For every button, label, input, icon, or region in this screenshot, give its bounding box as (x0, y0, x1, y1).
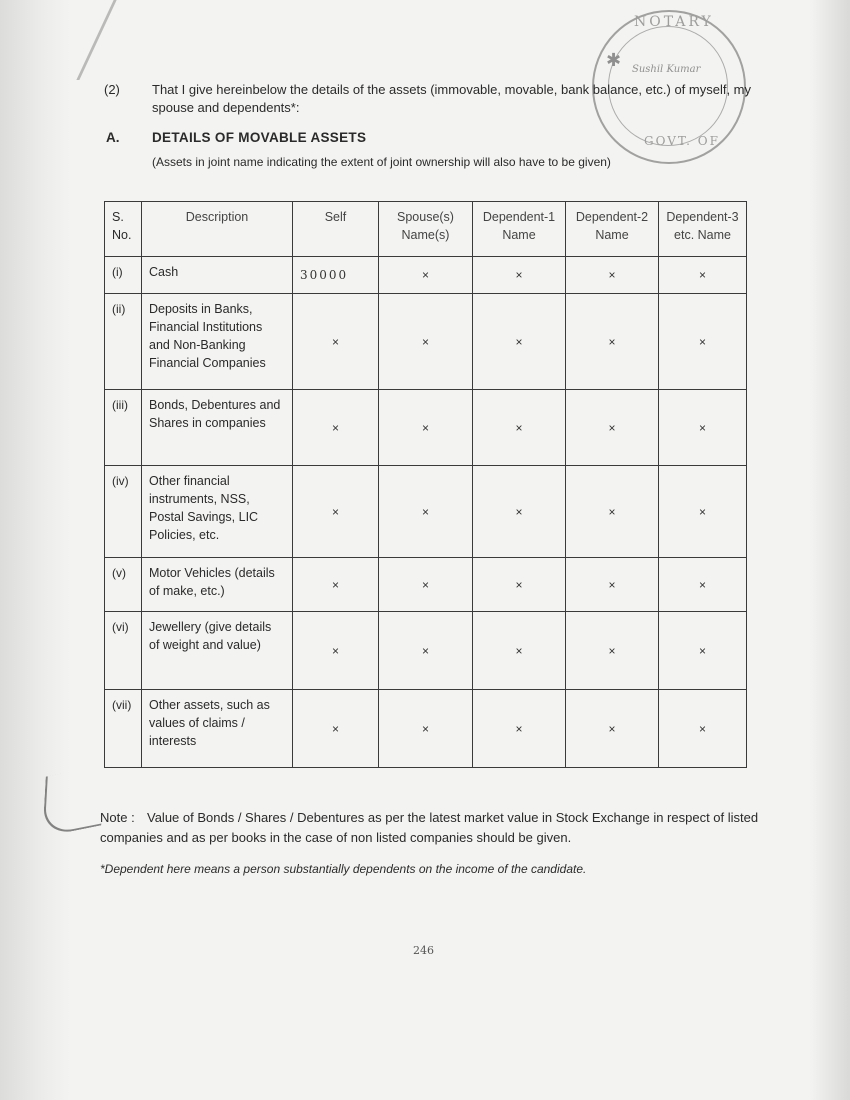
row-sno: (vi) (105, 612, 142, 690)
cell-dependent-3: × (659, 558, 747, 612)
header-dependent-1: Dependent-1 Name (473, 202, 566, 257)
row-description: Bonds, Debentures and Shares in companies (142, 390, 293, 466)
cell-dependent-2: × (566, 466, 659, 558)
cell-dependent-2: × (566, 257, 659, 294)
section-letter: A. (106, 130, 120, 145)
stamp-bottom-text: GOVT. OF (644, 134, 720, 148)
cell-self: 30000 (293, 257, 379, 294)
cell-dependent-3: × (659, 390, 747, 466)
cell-dependent-2: × (566, 558, 659, 612)
paragraph-text: That I give hereinbelow the details of the assets (immovable, movable, bank balance, etc.) of myself, my spouse and dependents*: (152, 82, 752, 115)
cell-dependent-3: × (659, 612, 747, 690)
fold-mark (76, 0, 176, 80)
row-sno: (vii) (105, 690, 142, 768)
row-description: Deposits in Banks, Financial Institutions and Non-Banking Financial Companies (142, 294, 293, 390)
cell-dependent-3: × (659, 690, 747, 768)
scan-edge-left (0, 0, 70, 1100)
cell-spouse: × (379, 294, 473, 390)
pen-mark (42, 765, 104, 837)
row-sno: (iii) (105, 390, 142, 466)
cell-spouse: × (379, 466, 473, 558)
cell-dependent-1: × (473, 558, 566, 612)
section-subtitle: (Assets in joint name indicating the extent of joint ownership will also have to be given) (152, 155, 611, 169)
row-description: Cash (142, 257, 293, 294)
cell-self: × (293, 690, 379, 768)
cell-spouse: × (379, 257, 473, 294)
cell-dependent-1: × (473, 390, 566, 466)
cell-dependent-3: × (659, 257, 747, 294)
cell-dependent-2: × (566, 690, 659, 768)
table-row (105, 690, 747, 768)
cell-self: × (293, 390, 379, 466)
cell-spouse: × (379, 558, 473, 612)
table-row (105, 390, 747, 466)
note-text: Value of Bonds / Shares / Debentures as per the latest market value in Stock Exchange in respect of listed companies and as per books in the case of non listed companies should be given. (100, 810, 759, 845)
cell-spouse: × (379, 390, 473, 466)
cell-dependent-1: × (473, 612, 566, 690)
section-title: DETAILS OF MOVABLE ASSETS (152, 130, 367, 145)
cell-spouse: × (379, 612, 473, 690)
row-description: Other financial instruments, NSS, Postal Savings, LIC Policies, etc. (142, 466, 293, 558)
row-sno: (i) (105, 257, 142, 294)
cell-self: × (293, 558, 379, 612)
row-description: Other assets, such as values of claims / interests (142, 690, 293, 768)
header-description: Description (142, 202, 293, 257)
table-row (105, 466, 747, 558)
row-sno: (v) (105, 558, 142, 612)
dependent-footnote: *Dependent here means a person substantially dependents on the income of the candidate. (100, 862, 587, 876)
header-dependent-3: Dependent-3 etc. Name (659, 202, 747, 257)
cell-dependent-1: × (473, 466, 566, 558)
page-number: 246 (413, 944, 434, 957)
cell-dependent-3: × (659, 294, 747, 390)
table-row (105, 257, 747, 294)
stamp-name-text: Sushil Kumar (632, 64, 701, 75)
stamp-star-icon: ✱ (606, 50, 622, 70)
cell-dependent-1: × (473, 294, 566, 390)
header-spouse: Spouse(s) Name(s) (379, 202, 473, 257)
table-row (105, 612, 747, 690)
header-self: Self (293, 202, 379, 257)
cell-self: × (293, 612, 379, 690)
table-header-row (105, 202, 747, 257)
cell-dependent-1: × (473, 690, 566, 768)
cell-spouse: × (379, 690, 473, 768)
cell-dependent-1: × (473, 257, 566, 294)
row-sno: (iv) (105, 466, 142, 558)
cell-dependent-3: × (659, 466, 747, 558)
row-description: Motor Vehicles (details of make, etc.) (142, 558, 293, 612)
note-label: Note : (100, 810, 135, 825)
header-dependent-2: Dependent-2 Name (566, 202, 659, 257)
cell-dependent-2: × (566, 612, 659, 690)
cell-dependent-2: × (566, 390, 659, 466)
cell-self: × (293, 466, 379, 558)
row-sno: (ii) (105, 294, 142, 390)
header-sno: S. No. (105, 202, 142, 257)
cell-self: × (293, 294, 379, 390)
table-row (105, 558, 747, 612)
scan-edge-right (810, 0, 850, 1100)
paragraph-number: (2) (104, 82, 120, 97)
table-row (105, 294, 747, 390)
cell-dependent-2: × (566, 294, 659, 390)
row-description: Jewellery (give details of weight and value) (142, 612, 293, 690)
stamp-top-text: NOTARY (634, 14, 714, 30)
note-paragraph (100, 808, 765, 848)
movable-assets-table (104, 201, 747, 768)
